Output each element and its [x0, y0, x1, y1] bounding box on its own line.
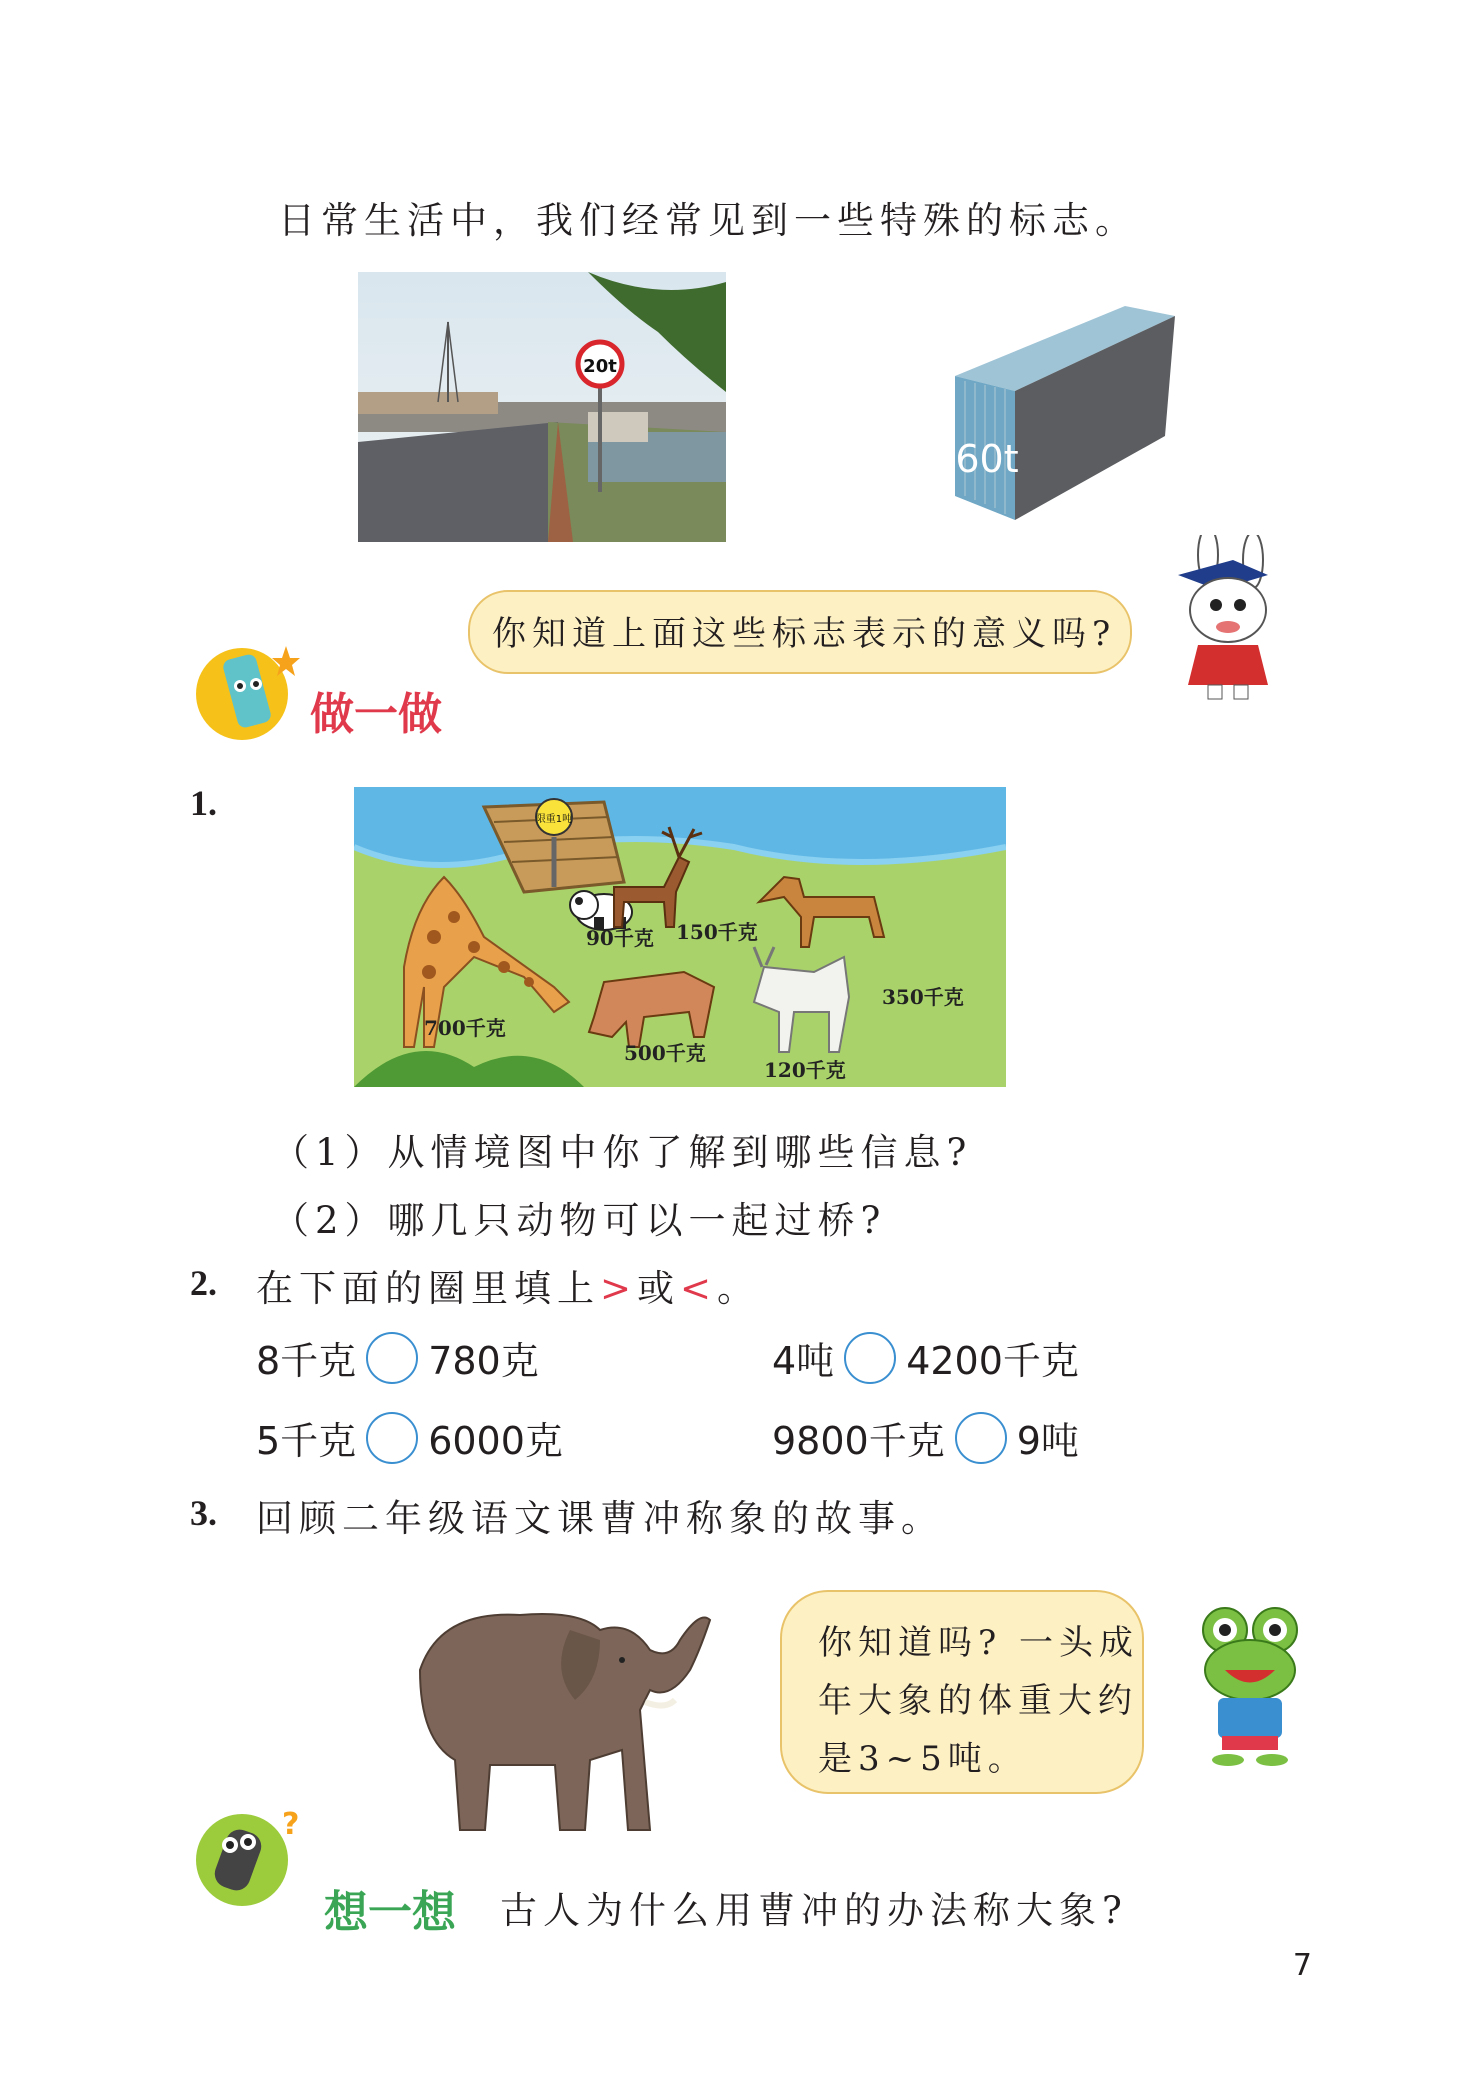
animal-scene-image	[354, 787, 1006, 1087]
q2-less-sign: <	[680, 1267, 718, 1310]
intro-text: 日常生活中，我们经常见到一些特殊的标志。	[278, 199, 1138, 242]
bridge-limit-sign: 限重1吨	[535, 814, 573, 825]
answer-circle-2[interactable]	[844, 1332, 896, 1384]
label-horse-weight: 350千克	[882, 985, 964, 1009]
frog-character	[1190, 1600, 1310, 1770]
answer-circle-1[interactable]	[366, 1332, 418, 1384]
rabbit-character	[1168, 535, 1288, 700]
compare-left-1: 8千克	[256, 1339, 357, 1383]
label-goat-weight: 120千克	[764, 1058, 846, 1082]
q2-text-before: 在下面的圈里填上	[256, 1267, 600, 1310]
compare-right-2: 4200千克	[906, 1339, 1079, 1383]
label-cow-weight: 500千克	[624, 1041, 706, 1065]
q3-number: 3.	[190, 1493, 217, 1533]
container-weight-label: 60t	[955, 437, 1019, 481]
q3-bubble-line-2: 年大象的体重大约	[818, 1681, 1138, 1721]
q2-text	[256, 1258, 760, 1312]
bubble1-text: 你知道上面这些标志表示的意义吗?	[492, 614, 1117, 654]
q1-subquestion-2: （2）哪几只动物可以一起过桥?	[272, 1199, 887, 1242]
road-sign-photo	[358, 272, 726, 542]
compare-left-4: 9800千克	[772, 1419, 945, 1463]
q2-greater-sign: >	[600, 1267, 638, 1310]
label-panda-weight: 90千克	[586, 926, 654, 950]
compare-left-3: 5千克	[256, 1419, 357, 1463]
q1-number: 1.	[190, 783, 217, 823]
section2-question: 古人为什么用曹冲的办法称大象?	[500, 1889, 1128, 1932]
q1-subquestion-1: （1）从情境图中你了解到哪些信息?	[272, 1131, 973, 1174]
compare-item-3	[256, 1410, 563, 1465]
q2-end: 。	[717, 1267, 761, 1310]
container-image	[945, 296, 1175, 520]
compare-right-3: 6000克	[428, 1419, 563, 1463]
q3-text: 回顾二年级语文课曹冲称象的故事。	[256, 1497, 944, 1540]
road-sign-label: 20t	[583, 356, 617, 377]
answer-circle-3[interactable]	[366, 1412, 418, 1464]
page-number: 7	[1292, 1948, 1312, 1983]
compare-right-4: 9吨	[1016, 1419, 1079, 1463]
pencil-mascot-icon	[190, 636, 300, 746]
compare-item-2	[772, 1330, 1079, 1385]
compare-item-4	[772, 1410, 1079, 1465]
q3-bubble-line-1: 你知道吗? 一头成	[818, 1623, 1140, 1663]
label-giraffe-weight: 700千克	[424, 1016, 506, 1040]
microphone-mascot-icon	[190, 1800, 310, 1920]
compare-left-2: 4吨	[772, 1339, 835, 1383]
q3-bubble-line-3: 是3~5吨。	[818, 1739, 1028, 1779]
compare-right-1: 780克	[428, 1339, 539, 1383]
svg-text:?: ?	[282, 1807, 300, 1842]
label-deer-weight: 150千克	[676, 920, 758, 944]
q2-or: 或	[637, 1267, 681, 1310]
compare-item-1	[256, 1330, 539, 1385]
section-title-think: 想一想	[324, 1887, 456, 1938]
answer-circle-4[interactable]	[955, 1412, 1007, 1464]
section-title-do: 做一做	[310, 689, 442, 740]
q2-number: 2.	[190, 1263, 217, 1303]
elephant-image	[400, 1590, 720, 1840]
